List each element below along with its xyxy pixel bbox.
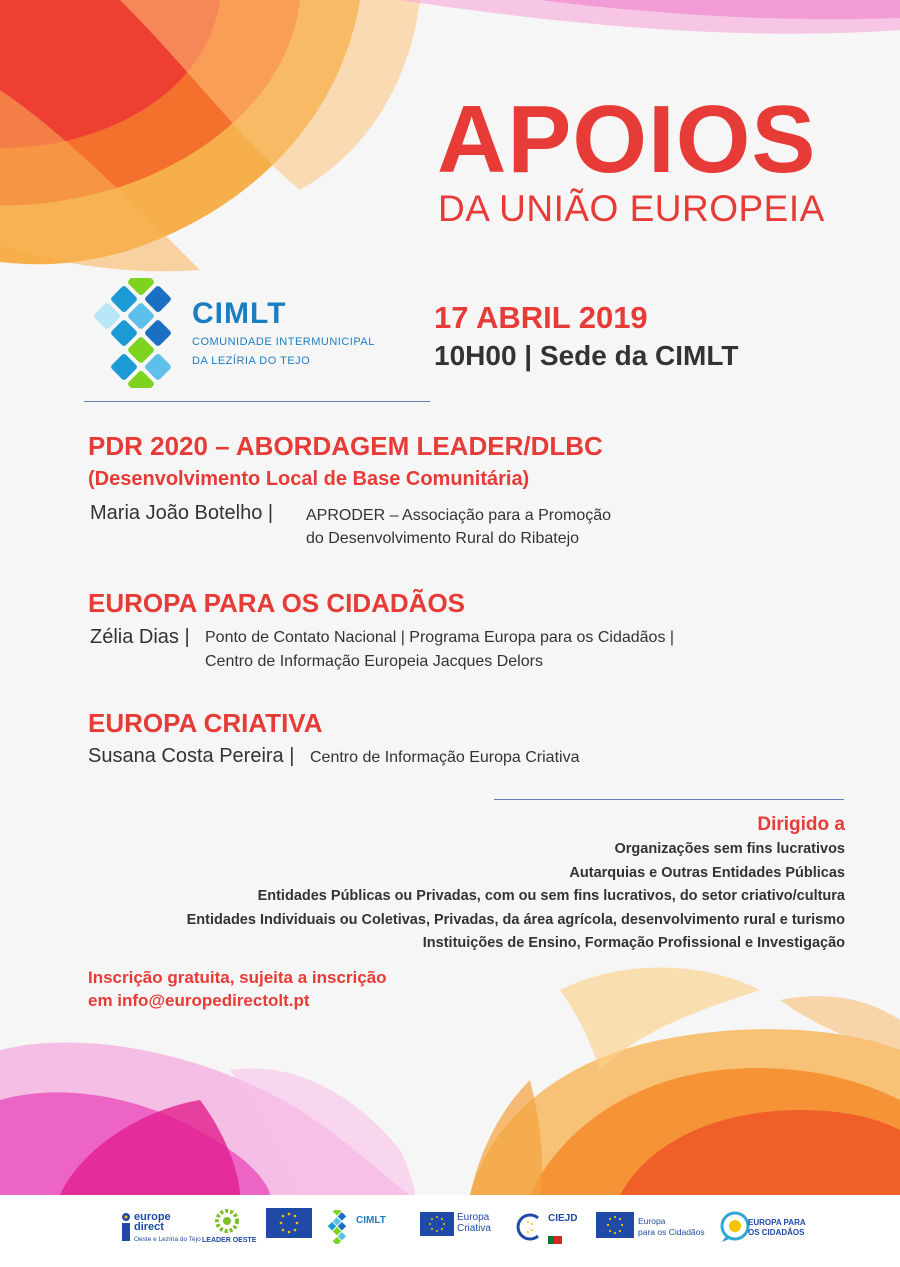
eu-flag-icon	[596, 1212, 634, 1238]
divider-bottom	[494, 799, 844, 800]
speech-bubble-icon	[718, 1210, 752, 1244]
target-item: Instituições de Ensino, Formação Profissional e Investigação	[422, 935, 845, 951]
europe-direct-logo	[120, 1208, 201, 1252]
target-title: Dirigido a	[757, 814, 845, 835]
registration-line1: Inscrição gratuita, sujeita a inscrição	[88, 968, 387, 987]
cimlt-small-logo	[320, 1208, 415, 1252]
event-time-place: 10H00 | Sede da CIMLT	[434, 340, 739, 371]
europa-cidadaos-logo	[596, 1208, 706, 1252]
speaker-zelia: Zélia Dias |	[90, 626, 190, 648]
cimlt-small-label: CIMLT	[356, 1215, 386, 1226]
europa-cidadaos-l2: para os Cidadãos	[638, 1227, 705, 1237]
section-title-pdr: PDR 2020 – ABORDAGEM LEADER/DLBC	[88, 431, 603, 461]
ciejd-icon	[512, 1212, 544, 1242]
main-subtitle: DA UNIÃO EUROPEIA	[438, 188, 825, 229]
affiliation-cidadaos-line1: Ponto de Contato Nacional | Programa Europa para os Cidadãos |	[205, 629, 675, 646]
europa-criativa-logo	[420, 1208, 502, 1252]
europe-direct-l2: direct	[134, 1221, 164, 1233]
event-date: 17 ABRIL 2019	[434, 300, 648, 335]
section-subtitle-pdr: (Desenvolvimento Local de Base Comunitária)	[88, 468, 530, 490]
cimlt-logo-line2: DA LEZÍRIA DO TEJO	[192, 355, 311, 367]
affiliation-aproder-line2: do Desenvolvimento Rural do Ribatejo	[306, 530, 580, 547]
leader-oeste-icon	[214, 1208, 240, 1234]
target-item: Entidades Públicas ou Privadas, com ou sem fins lucrativos, do setor criativo/cultura	[257, 888, 845, 904]
affiliation-cidadaos-line2: Centro de Informação Europeia Jacques Delors	[205, 653, 543, 670]
target-item: Organizações sem fins lucrativos	[614, 841, 845, 857]
eu-flag-icon	[266, 1208, 312, 1238]
affiliation-aproder-line1: APRODER – Associação para a Promoção	[306, 507, 612, 524]
target-item: Entidades Individuais ou Coletivas, Privadas, da área agrícola, desenvolvimento rural e turismo	[186, 911, 845, 928]
europa-criativa-l2: Criativa	[457, 1223, 491, 1234]
europa-cidadaos-badge-logo	[718, 1208, 808, 1252]
europa-criativa-l1: Europa	[457, 1212, 490, 1223]
europe-direct-l3: Oeste e Lezíria do Tejo	[134, 1236, 201, 1243]
ciejd-label: CIEJD	[548, 1213, 578, 1224]
section-title-criativa: EUROPA CRIATIVA	[88, 708, 323, 738]
cimlt-small-icon	[320, 1210, 354, 1244]
leader-oeste-label: LEADER OESTE	[202, 1237, 257, 1244]
europe-direct-l1: europe	[134, 1211, 171, 1223]
europa-cidadaos-l1: Europa	[638, 1216, 666, 1226]
main-title: APOIOS	[437, 86, 817, 193]
badge-l1: EUROPA PARA	[748, 1218, 806, 1227]
section-title-cidadaos: EUROPA PARA OS CIDADÃOS	[88, 588, 466, 618]
cimlt-logo-line1: COMUNIDADE INTERMUNICIPAL	[192, 336, 375, 348]
speaker-maria: Maria João Botelho |	[90, 502, 274, 524]
europe-direct-icon	[120, 1212, 132, 1242]
cimlt-logo-name: CIMLT	[192, 297, 287, 330]
target-list	[187, 838, 845, 956]
eu-flag-icon	[420, 1212, 454, 1236]
registration-line2: em info@europedirectolt.pt	[88, 991, 310, 1010]
divider-top	[84, 401, 430, 402]
speaker-susana: Susana Costa Pereira |	[88, 745, 295, 767]
eu-flag-logo	[266, 1208, 314, 1252]
affiliation-criativa: Centro de Informação Europa Criativa	[310, 749, 580, 766]
badge-l2: OS CIDADÃOS	[748, 1228, 805, 1237]
leader-oeste-logo	[200, 1208, 255, 1252]
portugal-flag-icon	[548, 1236, 562, 1244]
target-item: Autarquias e Outras Entidades Públicas	[569, 864, 845, 881]
ciejd-logo	[512, 1208, 587, 1252]
cimlt-logo-icon	[86, 278, 196, 388]
